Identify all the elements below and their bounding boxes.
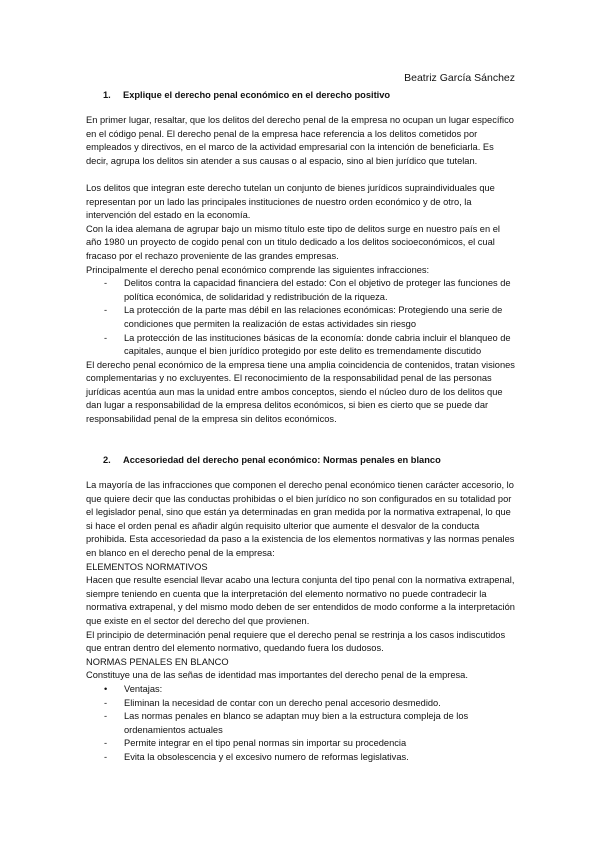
section-1-number: 1.	[103, 90, 111, 100]
list-item	[86, 277, 516, 304]
section-2-heading	[103, 454, 441, 466]
paragraph: La mayoría de las infracciones que componen el derecho penal económico tienen carácter accesorio, lo que quiere decir que las conductas prohibidas o el bien jurídico no son configurados en su totalidad por el legislador penal, sino que están ya determinadas en gran medida por la normativa extrapenal, lo que si hace el orden penal es añadir algún requisito ulterior que aumente el desvalor de la conducta prohibida. Esta accesoriedad da paso a la existencia de los elementos normativas y las normas penales en blanco en el derecho penal de la empresa:	[86, 480, 515, 558]
paragraph: El principio de determinación penal requiere que el derecho penal se restrinja a los casos indiscutidos que entran dentro del elemento normativo, quedando fuera los dudosos.	[86, 629, 506, 654]
subheading-normas: NORMAS PENALES EN BLANCO	[86, 656, 229, 667]
section-1-heading	[103, 89, 390, 101]
list-item-text: Eliminan la necesidad de contar con un derecho penal accesorio desmedido.	[124, 697, 441, 708]
list-item-text: Delitos contra la capacidad financiera del estado: Con el objetivo de proteger las funciones de política económica, de solidaridad y redistribución de la riqueza.	[124, 278, 511, 302]
bullet-dot: •	[104, 683, 108, 694]
list-item	[86, 737, 516, 751]
list-dash: -	[104, 751, 108, 762]
paragraph: Principalmente el derecho penal económico comprende las siguientes infracciones:	[86, 264, 430, 275]
list-item	[86, 697, 516, 711]
paragraph: Constituye una de las señas de identidad mas importantes del derecho penal de la empresa.	[86, 670, 468, 681]
list-dash: -	[104, 738, 108, 749]
list-dash: -	[104, 697, 108, 708]
author-name: Beatriz García Sánchez	[404, 72, 515, 84]
list-item	[86, 710, 516, 737]
list-item-text: La protección de las instituciones básicas de la economía: donde cabria incluir el blanqueo de capitales, aunque el bien jurídico protegido por este delito es tremendamente discutido	[124, 332, 511, 357]
section-2-number: 2.	[103, 455, 111, 465]
list-dash: -	[104, 278, 108, 289]
paragraph: Con la idea alemana de agrupar bajo un mismo título este tipo de delitos surge en nuestro país en el año 1980 un proyecto de cogido penal con un titulo dedicado a los delitos socioeconómicos, el cual fracaso por el rechazo proveniente de las grandes empresas.	[86, 223, 500, 261]
list-item-text: Las normas penales en blanco se adaptan muy bien a la estructura compleja de los ordenamientos actuales	[124, 711, 469, 735]
paragraph: Los delitos que integran este derecho tutelan un conjunto de bienes jurídicos supraindividuales que representan por un lado las principales instituciones de nuestro orden económico y de otro, la intervención del estado en la economía.	[86, 182, 495, 221]
list-item-text: La protección de la parte mas débil en las relaciones económicas: Protegiendo una serie de condiciones que permiten la realización de estas actividades sin riesgo	[124, 305, 503, 329]
paragraph: En primer lugar, resaltar, que los delitos del derecho penal de la empresa no ocupan un lugar específico en el código penal. El derecho penal de la empresa hace referencia a los delitos cometidos por empleados y directivos, en el marco de la actividad empresarial con la intención de beneficiarla. Es decir, agrupa los delitos sin atender a sus causas o al espacio, sino al bien jurídico que tutelan.	[86, 115, 514, 166]
paragraph: Hacen que resulte esencial llevar acabo una lectura conjunta del tipo penal con la normativa extrapenal, siempre teniendo en cuenta que la interpretación del elemento normativo no puede contradecir la normativa extrapenal, y del mismo modo deben de ser entendidos de modo conforme a la interpretación que existe en el sector del derecho del que provienen.	[86, 575, 515, 626]
bullet-item	[86, 683, 516, 697]
list-item-text: Evita la obsolescencia y el excesivo numero de reformas legislativas.	[124, 751, 409, 762]
list-item	[86, 332, 516, 359]
bullet-label: Ventajas:	[124, 683, 163, 694]
list-dash: -	[104, 332, 108, 343]
list-dash: -	[104, 305, 108, 316]
section-1-body	[86, 114, 516, 427]
section-2-body	[86, 479, 516, 764]
list-dash: -	[104, 711, 108, 722]
list-item-text: Permite integrar en el tipo penal normas sin importar su procedencia	[124, 738, 407, 749]
subheading-elementos: ELEMENTOS NORMATIVOS	[86, 561, 208, 572]
infractions-list	[86, 277, 516, 359]
paragraph: El derecho penal económico de la empresa tiene una amplia coincidencia de contenidos, tratan visiones complementarias y no excluyentes. El reconocimiento de la responsabilidad penal de las personas jurídicas acentúa aun mas la unidad entre ambos conceptos, siendo el núcleo duro de los delitos que dan lugar a responsabilidad de la empresa delitos económicos, si bien es cierto que se puede dar responsabilidad penal de la empresa sin delitos económicos.	[86, 359, 515, 425]
ventajas-list	[86, 683, 516, 765]
list-item	[86, 304, 516, 331]
list-item	[86, 751, 516, 765]
section-2-title: Accesoriedad del derecho penal económico: Normas penales en blanco	[123, 455, 441, 465]
section-1-title: Explique el derecho penal económico en el derecho positivo	[123, 90, 391, 100]
